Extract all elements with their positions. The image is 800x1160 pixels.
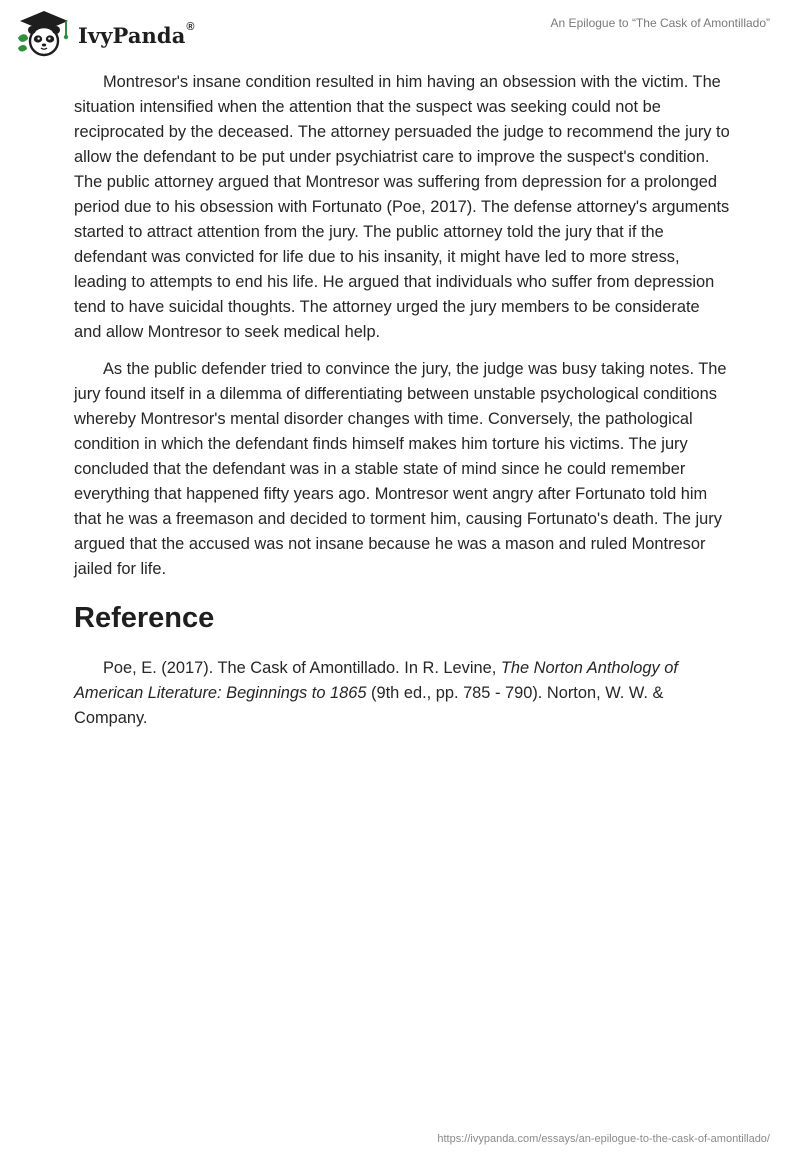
reference-entry-lead: Poe, E. (2017). The Cask of Amontillado. In R. Levine, (103, 659, 501, 677)
panda-graduate-icon (14, 8, 74, 58)
reference-entry (74, 656, 730, 731)
body-paragraph-1: Montresor's insane condition resulted in him having an obsession with the victim. The situation intensified when the attention that the suspect was seeking could not be reciprocated by the deceased. The attorney persuaded the judge to recommend the jury to allow the defendant to be put under psychiatrist care to improve the suspect's condition. The public attorney argued that Montresor was suffering from depression for a prolonged period due to his obsession with Fortunato (Poe, 2017). The defense attorney's arguments started to attract attention from the jury. The public attorney told the jury that if the defendant was convicted for life due to his insanity, it might have led to more stress, leading to attempts to end his life. He argued that individuals who suffer from depression tend to have suicidal thoughts. The attorney urged the jury members to be considerate and allow Montresor to seek medical help. (74, 73, 730, 341)
reference-entry-tail: (9th ed., pp. 785 - 790). Norton, W. W. & Company. (74, 684, 664, 727)
brand-name: IvyPanda® (78, 20, 195, 48)
document-title: An Epilogue to “The Cask of Amontillado” (550, 16, 770, 30)
source-url[interactable]: https://ivypanda.com/essays/an-epilogue-to-the-cask-of-amontillado/ (437, 1133, 770, 1145)
registered-mark: ® (186, 20, 195, 33)
reference-entry-book-title: The Norton Anthology of American Literature: Beginnings to 1865 (74, 659, 678, 702)
page-header (0, 0, 800, 70)
body-paragraph-2: As the public defender tried to convince the jury, the judge was busy taking notes. The jury found itself in a dilemma of differentiating between unstable psychological conditions whereby Montresor's mental disorder changes with time. Conversely, the pathological condition in which the defendant finds himself makes him torture his victims. The jury concluded that the defendant was in a stable state of mind since he could remember everything that happened fifty years ago. Montresor went angry after Fortunato told him that he was a freemason and decided to torment him, causing Fortunato's death. The jury argued that the accused was not insane because he was a mason and ruled Montresor jailed for life. (74, 360, 727, 578)
reference-heading: Reference (74, 602, 215, 634)
ivypanda-logo[interactable] (14, 8, 195, 58)
essay-content (74, 70, 730, 743)
